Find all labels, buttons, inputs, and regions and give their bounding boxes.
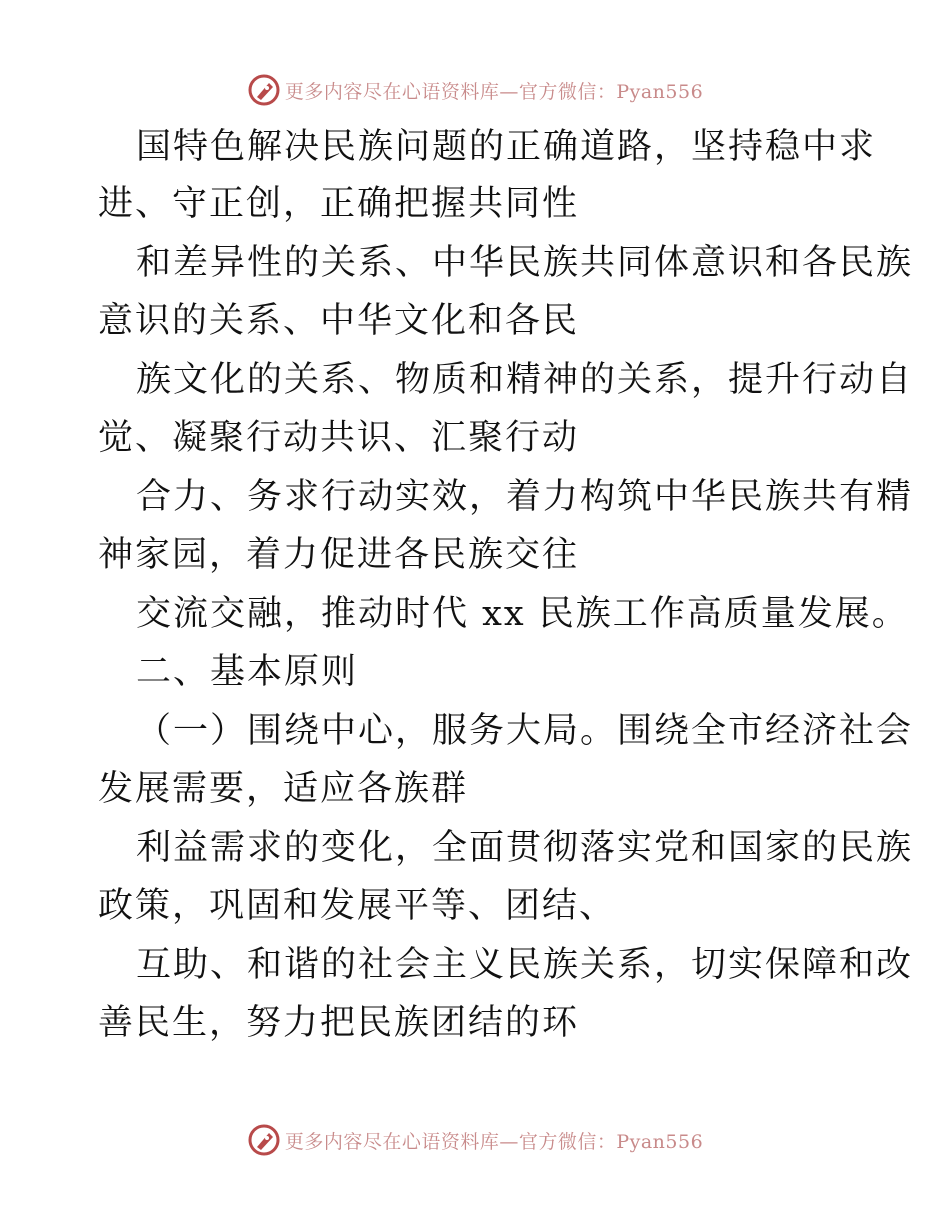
body-line: 进、守正创，正确把握共同性 — [98, 184, 580, 224]
body-line: 和差异性的关系、中华民族共同体意识和各民族 — [136, 243, 914, 283]
body-line: 神家园，着力促进各民族交往 — [98, 535, 580, 575]
body-line: 发展需要，适应各族群 — [98, 769, 469, 809]
body-line: 意识的关系、中华文化和各民 — [98, 301, 580, 341]
body-line: 觉、凝聚行动共识、汇聚行动 — [98, 418, 580, 458]
body-line: 互助、和谐的社会主义民族关系，切实保障和改 — [136, 945, 914, 985]
body-line: 利益需求的变化，全面贯彻落实党和国家的民族 — [136, 828, 914, 868]
body-line: 合力、务求行动实效，着力构筑中华民族共有精 — [136, 477, 914, 517]
body-line: 国特色解决民族问题的正确道路，坚持稳中求 — [136, 127, 877, 167]
watermark-text: 更多内容尽在心语资料库—官方微信：Pyan556 — [284, 1130, 704, 1153]
header-watermark — [0, 70, 950, 110]
body-line: （一）围绕中心，服务大局。围绕全市经济社会 — [136, 711, 914, 751]
pen-nib-logo-icon — [247, 73, 281, 107]
body-line: 族文化的关系、物质和精神的关系，提升行动自 — [136, 360, 914, 400]
section-heading: 二、基本原则 — [136, 652, 359, 692]
body-line: 善民生，努力把民族团结的环 — [98, 1003, 580, 1043]
body-line: 政策，巩固和发展平等、团结、 — [98, 886, 617, 926]
footer-watermark — [0, 1120, 950, 1160]
body-line: 交流交融，推动时代 xx 民族工作高质量发展。 — [136, 594, 909, 634]
watermark-text: 更多内容尽在心语资料库—官方微信：Pyan556 — [284, 80, 704, 103]
pen-nib-logo-icon — [247, 1123, 281, 1157]
